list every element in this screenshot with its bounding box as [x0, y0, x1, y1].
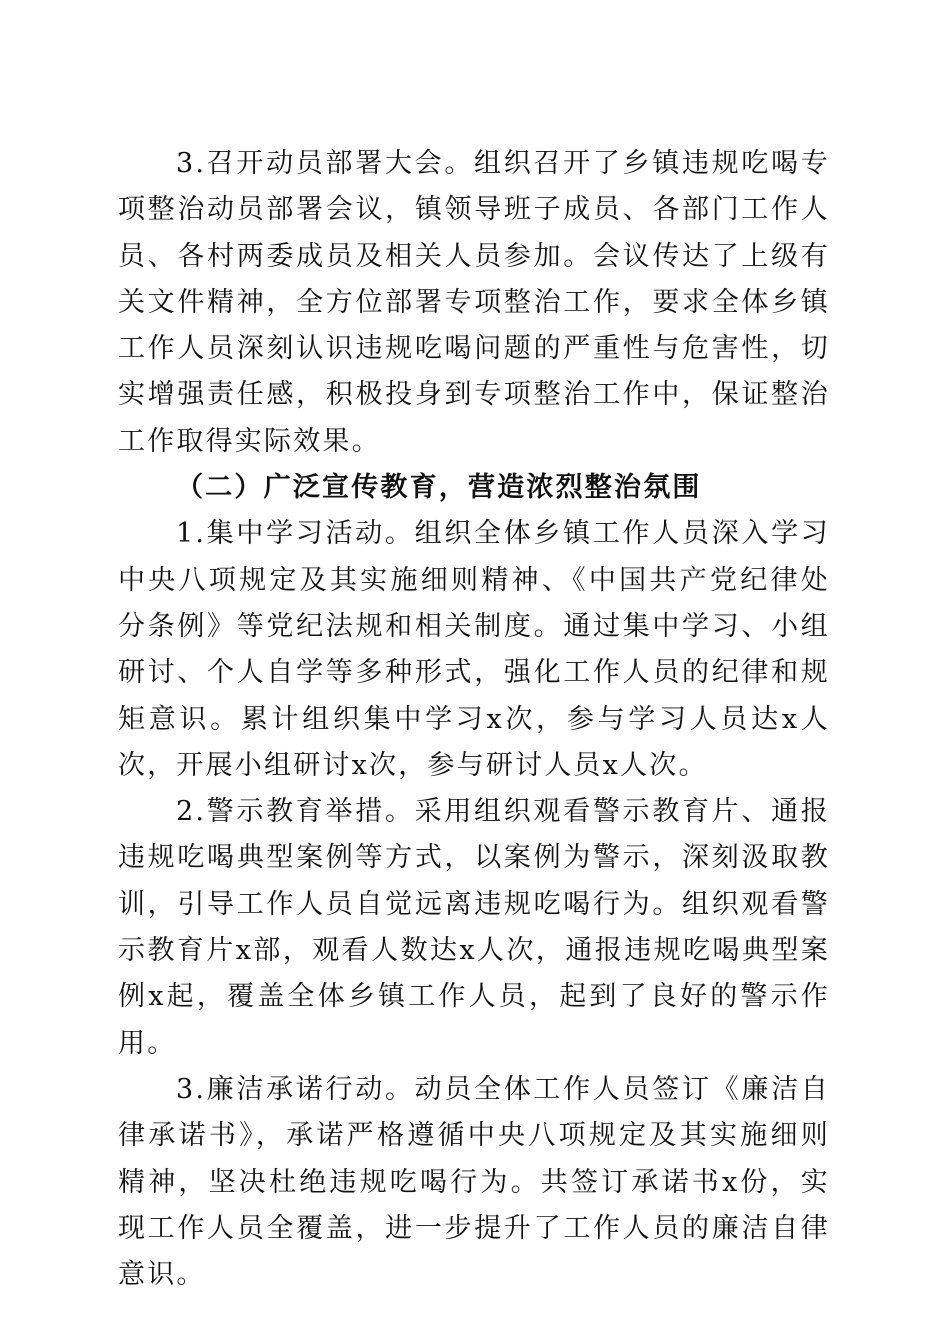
paragraph-mobilization-meeting: 3.召开动员部署大会。组织召开了乡镇违规吃喝专项整治动员部署会议，镇领导班子成员、各部门工作人员、各村两委成员及相关人员参加。会议传达了上级有关文件精神，全方位部署专项整治工作，要求全体乡镇工作人员深刻认识违规吃喝问题的严重性与危害性，切实增强责任感，积极投身到专项整治工作中，保证整治工作取得实际效果。	[118, 148, 830, 457]
section-heading-publicity-education: （二）广泛宣传教育，营造浓烈整治氛围	[176, 472, 702, 504]
paragraph-integrity-pledge: 3.廉洁承诺行动。动员全体工作人员签订《廉洁自律承诺书》，承诺严格遵循中央八项规定及其实施细则精神，坚决杜绝违规吃喝行为。共签订承诺书x份，实现工作人员全覆盖，进一步提升了工作人员的廉洁自律意识。	[118, 1073, 830, 1291]
paragraph-warning-education: 2.警示教育举措。采用组织观看警示教育片、通报违规吃喝典型案例等方式，以案例为警示，深刻汲取教训，引导工作人员自觉远离违规吃喝行为。组织观看警示教育片x部，观看人数达x人次，通报违规吃喝典型案例x起，覆盖全体乡镇工作人员，起到了良好的警示作用。	[118, 796, 830, 1059]
document-body	[118, 141, 830, 1298]
paragraph-centralized-study: 1.集中学习活动。组织全体乡镇工作人员深入学习中央八项规定及其实施细则精神、《中国共产党纪律处分条例》等党纪法规和相关制度。通过集中学习、小组研讨、个人自学等多种形式，强化工作人员的纪律和规矩意识。累计组织集中学习x次，参与学习人员达x人次，开展小组研讨x次，参与研讨人员x人次。	[118, 518, 830, 781]
